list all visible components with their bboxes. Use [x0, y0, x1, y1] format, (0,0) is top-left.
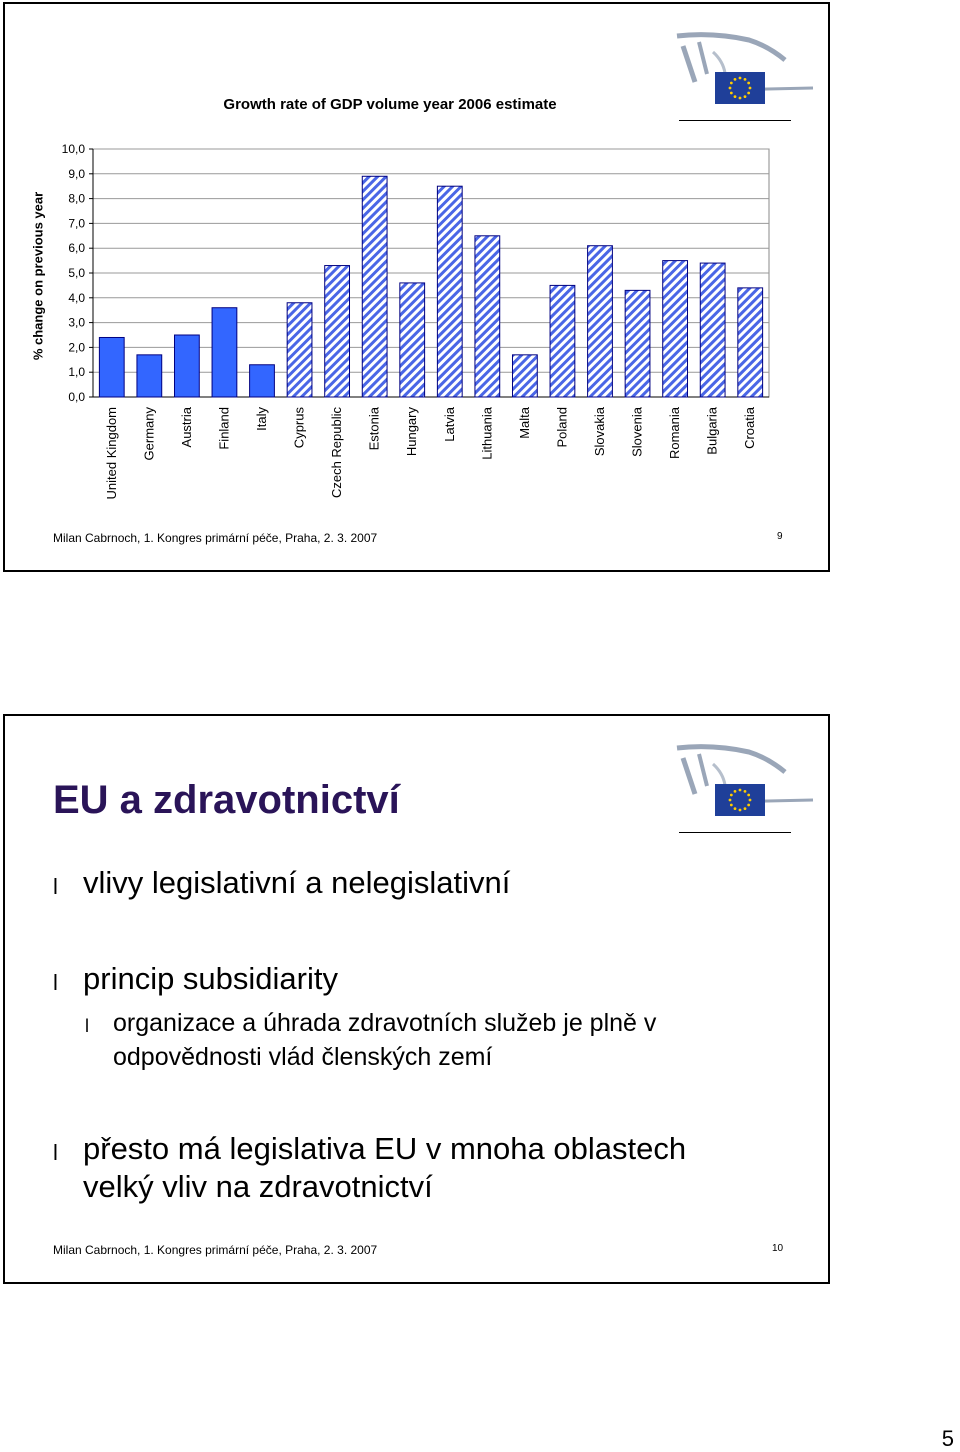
x-tick-label: Bulgaria: [704, 407, 720, 455]
bar-latvia: [437, 186, 462, 397]
sub-bullet-line-2: odpovědnosti vlád členských zemí: [113, 1043, 493, 1071]
slide-page-number: 10: [772, 1243, 784, 1254]
bullet-item: vlivy legislativní a nelegislativní: [83, 865, 511, 900]
x-tick-label: Czech Republic: [329, 407, 345, 499]
y-tick-label: 1,0: [68, 365, 85, 380]
european-parliament-logo: [673, 742, 818, 837]
chart-title: Growth rate of GDP volume year 2006 estimate: [223, 96, 557, 113]
eu-star-icon: [747, 794, 750, 797]
bar-cyprus: [287, 303, 312, 397]
sub-bullet-marker: l: [85, 1016, 89, 1036]
y-tick-label: 3,0: [68, 315, 85, 330]
bar-slovakia: [588, 246, 613, 397]
x-tick-label: Croatia: [742, 407, 758, 449]
y-tick-label: 7,0: [68, 216, 85, 231]
bar-lithuania: [475, 236, 500, 397]
bar-malta: [512, 355, 537, 397]
y-tick-label: 5,0: [68, 266, 85, 280]
slide-title: EU a zdravotnictví: [53, 778, 400, 822]
gdp-bar-chart: [5, 4, 828, 570]
bar-hungary: [400, 283, 425, 397]
y-tick-label: 8,0: [68, 191, 85, 206]
x-tick-label: Malta: [516, 407, 532, 439]
eu-star-icon: [744, 807, 747, 810]
bar-finland: [212, 308, 237, 397]
bar-czech-republic: [325, 266, 350, 397]
y-tick-label: 4,0: [68, 290, 85, 305]
slide-footer: Milan Cabrnoch, 1. Kongres primární péče, Praha, 2. 3. 2007: [53, 1243, 378, 1257]
slide-page-number: 9: [777, 531, 783, 542]
bar-estonia: [362, 176, 387, 397]
eu-star-icon: [730, 804, 733, 807]
bar-poland: [550, 285, 575, 397]
bar-romania: [663, 261, 688, 397]
y-tick-label: 9,0: [68, 166, 85, 181]
eu-star-icon: [734, 807, 737, 810]
bar-bulgaria: [700, 263, 725, 397]
x-tick-label: Cyprus: [291, 407, 307, 449]
x-tick-label: Romania: [667, 407, 683, 460]
y-tick-label: 2,0: [68, 340, 85, 355]
x-tick-label: Italy: [254, 407, 269, 431]
y-axis-label: % change on previous year: [30, 191, 46, 361]
eu-star-icon: [730, 794, 733, 797]
bullet-marker: l: [53, 970, 58, 995]
bullet-item: princip subsidiarity: [83, 961, 338, 996]
y-tick-label: 6,0: [68, 241, 85, 256]
x-tick-label: Germany: [141, 407, 157, 461]
x-tick-label: Slovakia: [592, 407, 607, 457]
bar-united-kingdom: [99, 337, 124, 397]
sub-bullet-item: [113, 1006, 656, 1074]
x-tick-label: Slovenia: [629, 407, 645, 457]
eu-star-icon: [739, 809, 742, 812]
slide-gdp-growth: [3, 2, 830, 572]
bar-slovenia: [625, 290, 650, 397]
eu-star-icon: [744, 790, 747, 793]
x-tick-label: United Kingdom: [103, 407, 119, 500]
eu-star-icon: [739, 789, 742, 792]
bullet-marker: l: [53, 874, 58, 899]
bar-croatia: [738, 288, 763, 397]
document-page-number: 5: [941, 1426, 954, 1451]
y-tick-label: 0,0: [68, 390, 85, 404]
x-tick-label: Finland: [216, 407, 232, 450]
x-tick-label: Lithuania: [479, 407, 495, 460]
eu-star-icon: [729, 799, 732, 802]
x-tick-label: Hungary: [404, 407, 420, 457]
bar-italy: [250, 365, 275, 397]
bullet-item: [83, 1130, 686, 1206]
x-tick-label: Austria: [178, 407, 194, 448]
x-tick-label: Poland: [554, 407, 570, 448]
eu-star-icon: [734, 790, 737, 793]
eu-star-icon: [749, 799, 752, 802]
sub-bullet-line-1: organizace a úhrada zdravotních služeb je plně v: [113, 1009, 657, 1037]
x-tick-label: Latvia: [441, 407, 457, 442]
y-tick-label: 10,0: [61, 142, 85, 156]
bar-germany: [137, 355, 162, 397]
bullet-line-1: přesto má legislativa EU v mnoha oblastech: [83, 1131, 687, 1166]
bullet-marker: l: [53, 1140, 58, 1165]
logo-underline: [679, 832, 791, 833]
slide-eu-health: [3, 714, 830, 1284]
bar-austria: [174, 335, 199, 397]
slide-footer: Milan Cabrnoch, 1. Kongres primární péče, Praha, 2. 3. 2007: [53, 531, 378, 545]
bullet-line-2: velký vliv na zdravotnictví: [83, 1169, 433, 1204]
x-tick-label: Estonia: [366, 407, 382, 451]
eu-star-icon: [747, 804, 750, 807]
